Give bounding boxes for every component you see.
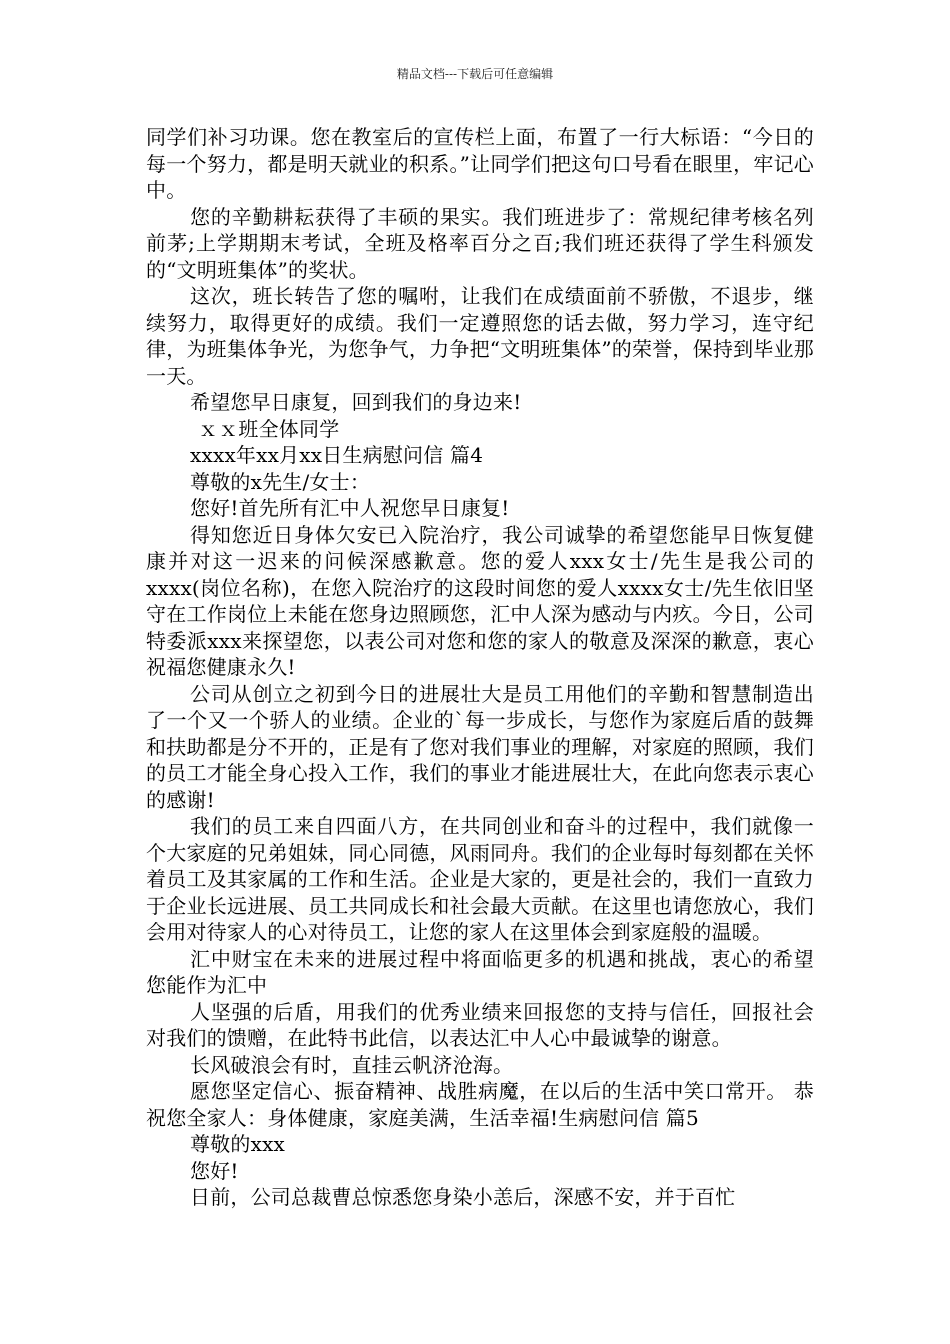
greeting: 您好! (190, 1158, 239, 1183)
section-heading: xxxx年xx月xx日生病慰问信 篇4 (190, 443, 484, 467)
paragraph: 人坚强的后盾，用我们的优秀业绩来回报您的支持与信任，回报社会对我们的馈赠，在此特书此信，以表达汇中人心中最诚挚的谢意。 (146, 999, 814, 1050)
paragraph: 您的辛勤耕耘获得了丰硕的果实。我们班进步了：常规纪律考核名列前茅;上学期期末考试，全班及格率百分之百;我们班还获得了学生科颁发的“文明班集体”的奖状。 (146, 204, 814, 282)
paragraph: 汇中财宝在未来的进展过程中将面临更多的机遇和挑战，衷心的希望您能作为汇中 (146, 946, 814, 997)
paragraph: 同学们补习功课。您在教室后的宣传栏上面，布置了一行大标语：“今日的每一个努力，都是明天就业的积系。”让同学们把这句口号看在眼里，牢记心中。 (146, 125, 814, 202)
signature-line: ｘｘ班全体同学 (198, 416, 340, 441)
page-header-note: 精品文档---下载后可任意编辑 (396, 67, 554, 81)
salutation: 尊敬的xxx (190, 1132, 286, 1156)
greeting: 您好!首先所有汇中人祝您早日康复! (190, 496, 510, 520)
paragraph: 长风破浪会有时，直挂云帆济沧海。 (190, 1052, 514, 1077)
paragraph: 希望您早日康复，回到我们的身边来! (190, 390, 522, 414)
paragraph: 得知您近日身体欠安已入院治疗，我公司诚挚的希望您能早日恢复健康并对这一迟来的问候深感歉意。您的爱人xxx女士/先生是我公司的xxxx(岗位名称)，在您入院治疗的这段时间您的爱人xxxx女士/先生依旧坚守在工作岗位上未能在您身边照顾您，汇中人深为感动与内疚。今日，公司特委派xxx来探望您，以表公司对您和您的家人的敬意及深深的歉意，衷心祝福您健康永久! (146, 522, 814, 679)
paragraph: 愿您坚定信心、振奋精神、战胜病魔，在以后的生活中笑口常开。 恭祝您全家人：身体健康，家庭美满，生活幸福!生病慰问信 篇5 (146, 1079, 814, 1130)
paragraph: 这次，班长转告了您的嘱咐，让我们在成绩面前不骄傲，不退步，继续努力，取得更好的成绩。我们一定遵照您的话去做，努力学习，连守纪律，为班集体争光，为您争气，力争把“文明班集体”的荣誉，保持到毕业那一天。 (146, 284, 814, 388)
paragraph: 我们的员工来自四面八方，在共同创业和奋斗的过程中，我们就像一个大家庭的兄弟姐妹，同心同德，风雨同舟。我们的企业每时每刻都在关怀着员工及其家属的工作和生活。企业是大家的，更是社会的，我们一直致力于企业长远进展、员工共同成长和社会最大贡献。在这里也请您放心，我们会用对待家人的心对待员工，让您的家人在这里体会到家庭般的温暖。 (146, 814, 814, 944)
paragraph: 日前，公司总裁曹总惊悉您身染小恙后，深感不安，并于百忙 (190, 1185, 736, 1209)
document-body (146, 124, 814, 1211)
paragraph: 公司从创立之初到今日的进展壮大是员工用他们的辛勤和智慧制造出了一个又一个骄人的业绩。企业的`每一步成长，与您作为家庭后盾的鼓舞和扶助都是分不开的，正是有了您对我们事业的理解，对家庭的照顾，我们的员工才能全身心投入工作，我们的事业才能进展壮大，在此向您表示衷心的感谢! (146, 681, 814, 812)
salutation: 尊敬的x先生/女士： (190, 469, 371, 494)
